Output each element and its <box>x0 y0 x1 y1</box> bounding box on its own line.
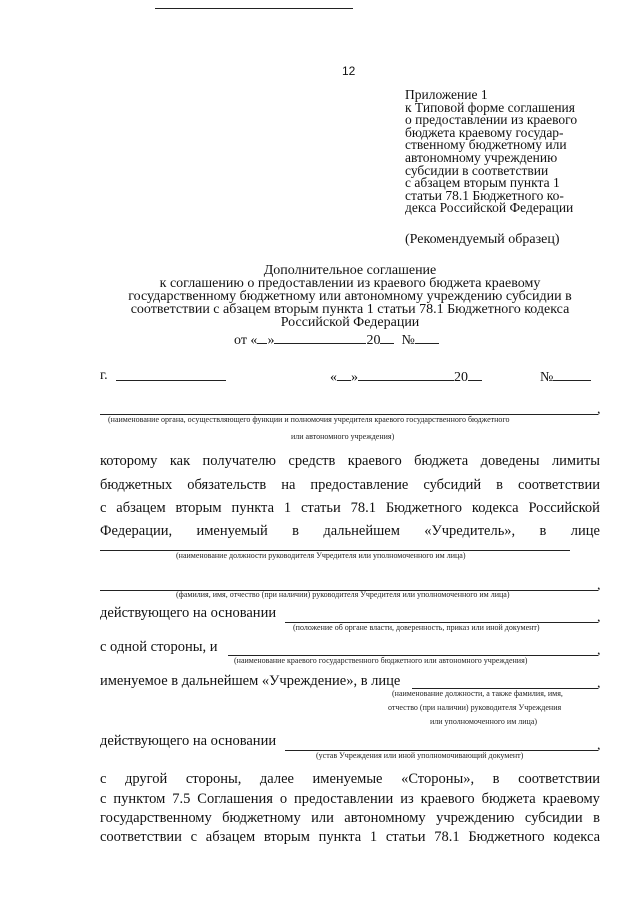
word: бюджета <box>414 453 469 469</box>
word: в <box>292 523 299 539</box>
word: предоставлении <box>294 791 394 807</box>
word: которому <box>100 453 158 469</box>
city-blank[interactable] <box>116 380 226 381</box>
word: другой <box>125 771 168 787</box>
word: получателю <box>202 453 277 469</box>
paragraph-line <box>100 828 600 847</box>
word: о <box>279 791 288 807</box>
word: из <box>400 791 414 807</box>
date-year: 20 <box>366 333 381 348</box>
word: соответствии <box>518 477 600 493</box>
paragraph-line <box>100 521 600 544</box>
paragraph-line <box>100 790 600 809</box>
appendix-block <box>405 89 605 215</box>
word: предоставление <box>310 477 409 493</box>
institution-label: именуемое в дальнейшем «Учреждение», в лице <box>100 673 401 689</box>
caption-inst-basis: (устав Учреждения или иной уполномочивающий документ) <box>316 751 524 760</box>
title-line: к соглашению о предоставлении из краевого бюджета краевому <box>159 276 541 291</box>
word: 1 <box>369 829 378 845</box>
word: «Стороны», <box>401 771 475 787</box>
word: вторым <box>175 500 222 516</box>
word: Соглашения <box>197 791 273 807</box>
word: доведены <box>480 453 540 469</box>
number-blank-2[interactable] <box>553 368 591 381</box>
date-close: » <box>351 370 358 385</box>
word: кодекса <box>553 829 600 845</box>
word: соответствии <box>100 829 182 845</box>
word: вторым <box>263 829 310 845</box>
appendix-line: к Типовой форме соглашения <box>405 99 575 115</box>
word: лимиты <box>551 453 600 469</box>
appendix-line: декса Российской Федерации <box>405 200 574 216</box>
date-open: « <box>330 370 337 385</box>
word: бюджетному <box>222 810 301 826</box>
day-blank[interactable] <box>257 331 267 344</box>
word: пункта <box>231 500 275 516</box>
date-mid: » <box>267 333 275 348</box>
basis-comma: , <box>597 610 601 625</box>
caption-inst-person-3: или уполномоченного им лица) <box>430 717 538 726</box>
caption-organ-2: или автономного учреждения) <box>291 432 395 441</box>
paragraph-line <box>100 809 600 828</box>
inst-basis-label: действующего на основании <box>100 733 277 749</box>
title-line: Российской Федерации <box>280 315 420 330</box>
caption-inst-person-1: (наименование должности, а также фамилия, имя, <box>392 689 563 698</box>
date-number-sign: № <box>401 333 415 348</box>
paragraph-line <box>100 770 600 790</box>
appendix-line: с абзацем вторым пункта 1 <box>405 175 560 191</box>
paragraph-founder <box>100 451 600 544</box>
word: в <box>539 523 547 539</box>
date-prefix: от « <box>234 333 258 348</box>
document-title <box>100 264 600 329</box>
word: бюджета <box>481 791 536 807</box>
word: абзацем <box>116 500 166 516</box>
word: «Учредитель», <box>424 523 516 539</box>
word: 7.5 <box>172 791 191 807</box>
organ-comma: , <box>597 402 601 417</box>
caption-organ: (наименование органа, осуществляющего функции и полномочия учредителя краевого государственного бюджетного <box>108 415 510 424</box>
appendix-line: Приложение 1 <box>405 87 488 102</box>
appendix-line: ственному бюджетному или <box>405 137 567 153</box>
appendix-line: субсидии в соответствии <box>405 162 549 178</box>
caption-inst-person-2: отчество (при наличии) руководителя Учреждения <box>388 703 562 712</box>
word: Бюджетного <box>385 500 463 516</box>
page-number: 12 <box>342 64 356 78</box>
word: Российской <box>528 500 600 516</box>
number-blank[interactable] <box>415 331 439 344</box>
word: Бюджетного <box>468 829 545 845</box>
day-blank-2[interactable] <box>337 368 351 381</box>
title-line: Дополнительное соглашение <box>263 263 437 278</box>
title-line: государственному бюджетному или автономному учреждению субсидии в <box>128 289 572 304</box>
word: краевого <box>420 791 475 807</box>
paragraph-line <box>100 498 600 521</box>
word: государственному <box>100 810 212 826</box>
word: 1 <box>283 500 292 516</box>
caption-institution: (наименование краевого государственного бюджетного или автономного учреждения) <box>234 656 528 665</box>
sample-note: (Рекомендуемый образец) <box>405 232 560 247</box>
month-blank[interactable] <box>274 331 366 344</box>
word: Федерации, <box>100 523 173 539</box>
title-date-line <box>234 331 439 349</box>
word: в <box>492 771 500 787</box>
word: бюджетных <box>100 477 173 493</box>
word: учреждению <box>436 810 515 826</box>
word: соответствии <box>518 771 600 787</box>
word: субсидий <box>423 477 482 493</box>
appendix-line: автономному учреждению <box>405 149 558 165</box>
word: 78.1 <box>350 500 376 516</box>
word: обязательств <box>187 477 267 493</box>
word: пункта <box>318 829 362 845</box>
word: статьи <box>385 829 426 845</box>
appendix-line: о предоставлении из краевого <box>405 112 578 128</box>
word: с <box>190 829 198 845</box>
word: субсидии <box>524 810 583 826</box>
word: краевого <box>347 453 402 469</box>
appendix-line: статьи 78.1 Бюджетного ко- <box>405 187 564 203</box>
word: стороны, <box>185 771 242 787</box>
caption-basis: (положение об органе власти, доверенность, приказ или иной документ) <box>293 623 540 632</box>
word: кодекса <box>471 500 519 516</box>
city-label: г. <box>100 368 108 383</box>
appendix-line: бюджета краевому государ- <box>405 124 564 140</box>
word: 78.1 <box>434 829 460 845</box>
year-blank[interactable] <box>380 331 394 344</box>
place-date-line <box>330 368 482 386</box>
caption-founder-name: (фамилия, имя, отчество (при наличии) руководителя Учредителя или уполномоченного им лица) <box>176 590 510 599</box>
founder-name-comma: , <box>597 578 601 593</box>
year-blank-2[interactable] <box>468 368 482 381</box>
paragraph-line <box>100 451 600 475</box>
word: в <box>593 810 600 826</box>
word: далее <box>259 771 294 787</box>
title-line: соответствии с абзацем вторым пункта 1 статьи 78.1 Бюджетного кодекса <box>130 302 570 317</box>
number-sign: № <box>540 370 554 385</box>
word: в <box>496 477 504 493</box>
word: статьи <box>300 500 341 516</box>
word: или <box>311 810 334 826</box>
word: на <box>281 477 296 493</box>
word: краевому <box>542 791 600 807</box>
paragraph-line <box>100 475 600 498</box>
number-label <box>540 368 591 386</box>
month-blank-2[interactable] <box>358 368 454 381</box>
word: автономному <box>344 810 426 826</box>
word: именуемые <box>312 771 383 787</box>
year-label: 20 <box>454 370 468 385</box>
word: с <box>100 771 107 787</box>
word: дальнейшем <box>323 523 400 539</box>
word: пунктом <box>113 791 166 807</box>
word: с <box>100 500 107 516</box>
word: абзацем <box>205 829 256 845</box>
word: как <box>169 453 191 469</box>
institution-comma: , <box>597 643 601 658</box>
inst-basis-comma: , <box>597 738 601 753</box>
caption-founder-position: (наименование должности руководителя Учредителя или уполномоченного им лица) <box>176 551 466 560</box>
word: лице <box>570 523 600 539</box>
institution-person-comma: , <box>597 676 601 691</box>
word: средств <box>288 453 336 469</box>
word: именуемый <box>196 523 268 539</box>
word: с <box>100 791 107 807</box>
top-rule <box>155 8 353 9</box>
one-side-label: с одной стороны, и <box>100 639 218 655</box>
basis-label: действующего на основании <box>100 605 277 621</box>
paragraph-parties <box>100 770 600 847</box>
